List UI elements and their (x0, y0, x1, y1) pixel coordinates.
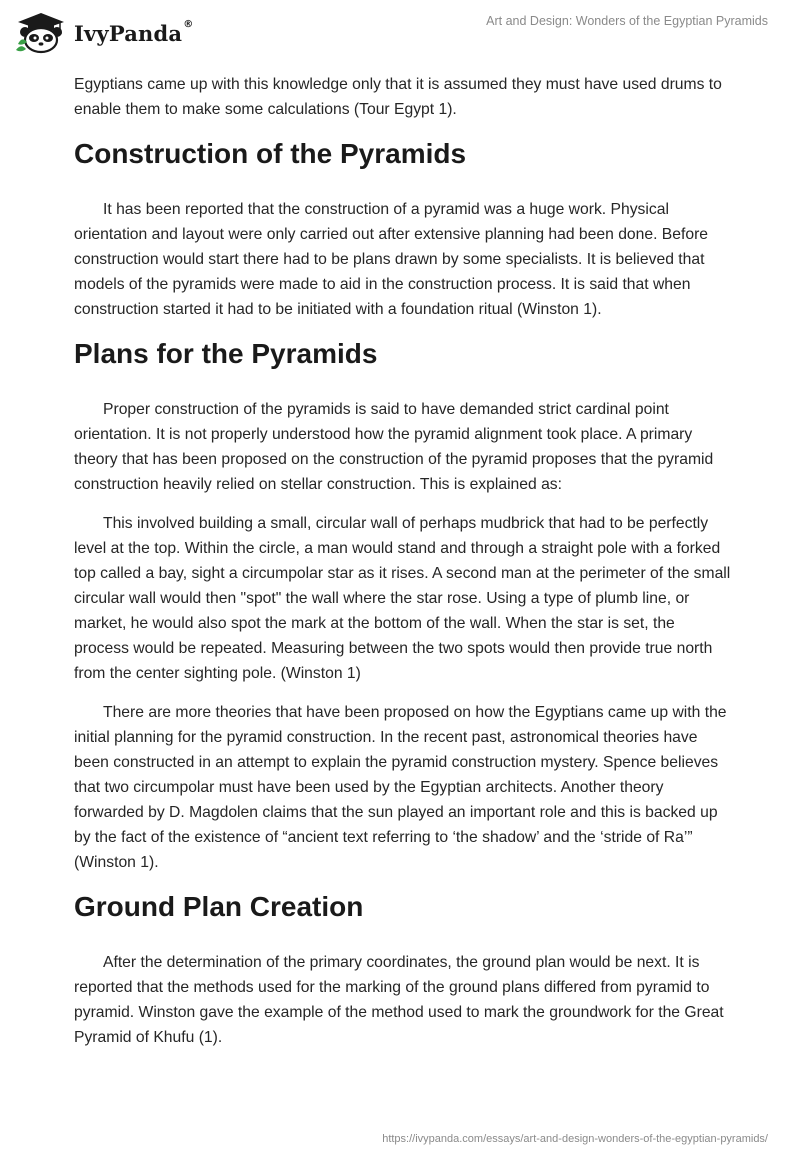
paragraph: Proper construction of the pyramids is said to have demanded strict cardinal point orientation. It is not properly understood how the pyramid alignment took place. A primary theory that has been proposed on the construction of the pyramid proposes that the pyramid construction heavily relied on stellar construction. This is explained as: (74, 401, 714, 493)
quoted-paragraph: This involved building a small, circular wall of perhaps mudbrick that had to be perfectly level at the top. Within the circle, a man would stand and through a straight pole with a forked top called a bay, sight a circumpolar star as it rises. A second man at the perimeter of the small circular wall would then "spot" the wall where the star rose. Using a type of plumb line, or market, he would also spot the mark at the bottom of the wall. When the star is set, the process would be repeated. Measuring between the two spots would then provide true north from the center sighting pole. (Winston 1) (74, 515, 731, 682)
paragraph: It has been reported that the construction of a pyramid was a huge work. Physical orientation and layout were only carried out after extensive planning had been done. Before construction would start there had to be plans drawn by some specialists. It is believed that models of the pyramids were made to aid in the construction process. It is said that when construction started it had to be initiated with a foundation ritual (Winston 1). (74, 201, 709, 318)
ivypanda-logo[interactable] (14, 10, 193, 54)
page-header (0, 0, 800, 70)
article-body (74, 72, 734, 1064)
section-heading: Construction of the Pyramids (74, 138, 467, 169)
source-url[interactable]: https://ivypanda.com/essays/art-and-design-wonders-of-the-egyptian-pyramids/ (382, 1133, 768, 1145)
brand-text: IvyPanda (74, 20, 183, 46)
intro-paragraph: Egyptians came up with this knowledge only that it is assumed they must have used drums to enable them to make some calculations (Tour Egypt 1). (74, 76, 722, 118)
registered-mark: ® (183, 18, 194, 30)
paragraph: After the determination of the primary coordinates, the ground plan would be next. It is reported that the methods used for the marking of the ground plans differed from pyramid to pyramid. Winston gave the example of the method used to mark the groundwork for the Great Pyramid of Khufu (1). (74, 954, 724, 1046)
panda-graduate-icon (14, 10, 68, 54)
section-heading: Plans for the Pyramids (74, 338, 378, 369)
section-heading: Ground Plan Creation (74, 891, 364, 922)
brand-name (74, 18, 194, 46)
document-title: Art and Design: Wonders of the Egyptian Pyramids (486, 14, 768, 28)
paragraph: There are more theories that have been proposed on how the Egyptians came up with the initial planning for the pyramid construction. In the recent past, astronomical theories have been constructed in an attempt to explain the pyramid construction mystery. Spence believes that two circumpolar must have been used by the Egyptian architects. Another theory forwarded by D. Magdolen claims that the sun played an important role and this is backed up by the fact of the existence of “ancient text referring to ‘the shadow’ and the ‘stride of Ra’” (Winston 1). (74, 704, 727, 871)
